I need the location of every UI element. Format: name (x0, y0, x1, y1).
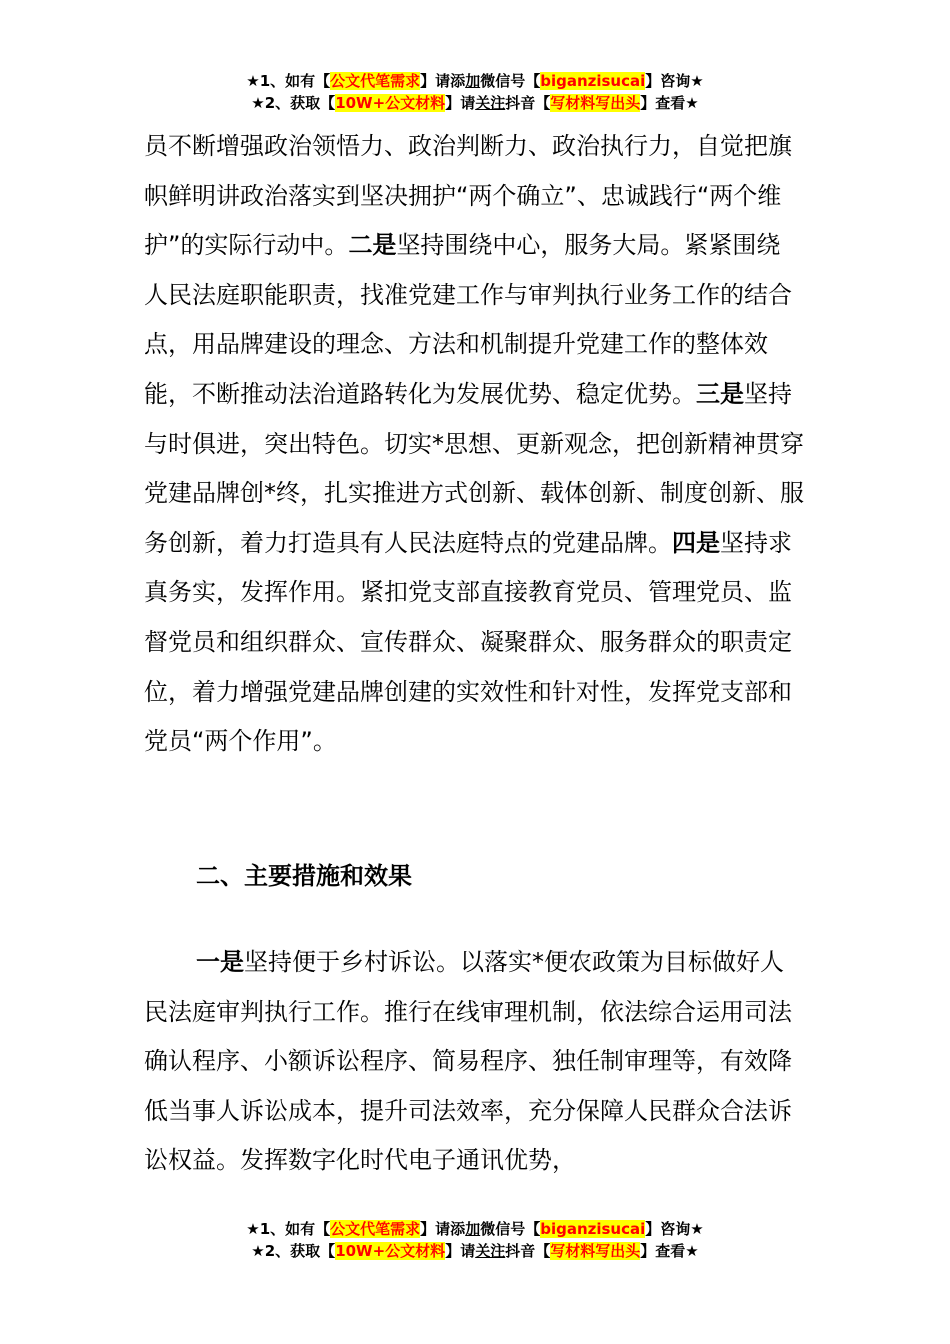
banner-text: ★1、如有【 (246, 1220, 331, 1238)
banner-text: 】请添 (420, 72, 466, 90)
paragraph-text: 员不断增强政治领悟力、政治判断力、政治执行力，自觉把旗帜鲜明讲政治落实到坚决拥护“两个确立”、忠诚践行“两个维护”的实际行动中。 (144, 132, 792, 260)
banner-line-1 (0, 70, 950, 92)
banner-text: 微信号【 (480, 72, 541, 90)
banner-highlight: 写材料写出头 (550, 94, 641, 112)
banner-highlight: biganzisucai (540, 1220, 646, 1238)
paragraph-text: 坚持与时俱进，突出特色。切实*思想、更新观念，把创新精神贯穿党建品牌创*终，扎实推进方式创新、载体创新、制度创新、服务创新，着力打造具有人民法庭特点的党建品牌。 (144, 379, 804, 557)
banner-highlight: biganzisucai (540, 72, 646, 90)
banner-text: 抖音【 (505, 1242, 551, 1260)
banner-text: 】请 (445, 1242, 476, 1260)
banner-text: 】咨询★ (645, 1220, 704, 1238)
paragraph-bold-lead: 二是 (348, 231, 397, 260)
paragraph (144, 938, 804, 1186)
paragraph (144, 122, 804, 767)
section-heading: 二、主要措施和效果 (196, 862, 412, 890)
paragraph-text: 坚持围绕中心，服务大局。紧紧围绕人民法庭职能职责，找准党建工作与审判执行业务工作的结合点，用品牌建设的理念、方法和机制提升党建工作的整体效能，不断推动法治道路转化为发展优势、稳定优势。 (144, 231, 792, 408)
paragraph-bold-lead: 三是 (696, 379, 744, 408)
banner-text: 】咨询★ (645, 72, 704, 90)
banner-text: 】请 (445, 94, 476, 112)
banner-underlined-text: 关注 (475, 1242, 506, 1260)
banner-highlight: 公文代笔需求 (330, 1220, 421, 1238)
banner-text: ★1、如有【 (246, 72, 331, 90)
banner-highlight: 公文代笔需求 (330, 72, 421, 90)
footer-banner (0, 1218, 950, 1262)
banner-underlined-text: 加 (465, 72, 481, 90)
banner-line-2 (0, 92, 950, 114)
banner-text: ★2、获取【 (251, 1242, 336, 1260)
paragraph-bold-lead: 四是 (672, 528, 720, 557)
banner-text: 】查看★ (640, 94, 699, 112)
body-paragraph-1 (144, 122, 804, 767)
paragraph-text: 坚持求真务实，发挥作用。紧扣党支部直接教育党员、管理党员、监督党员和组织群众、宣传群众、凝聚群众、服务群众的职责定位，着力增强党建品牌创建的实效性和针对性，发挥党支部和党员“两个作用”。 (144, 528, 792, 756)
banner-text: 】请添 (420, 1220, 466, 1238)
banner-line-1 (0, 1218, 950, 1240)
header-banner (0, 70, 950, 114)
banner-highlight: 10W+公文材料 (335, 1242, 446, 1260)
banner-underlined-text: 加 (465, 1220, 481, 1238)
banner-text: 微信号【 (480, 1220, 541, 1238)
paragraph-text: 坚持便于乡村诉讼。以落实*便农政策为目标做好人民法庭审判执行工作。推行在线审理机制，依法综合运用司法确认程序、小额诉讼程序、简易程序、独任制审理等，有效降低当事人诉讼成本，提升司法效率，充分保障人民群众合法诉讼权益。发挥数字化时代电子通讯优势， (144, 948, 792, 1175)
banner-text: 】查看★ (640, 1242, 699, 1260)
banner-highlight: 写材料写出头 (550, 1242, 641, 1260)
banner-underlined-text: 关注 (475, 94, 506, 112)
paragraph-bold-lead: 一是 (196, 948, 244, 976)
banner-text: ★2、获取【 (251, 94, 336, 112)
banner-highlight: 10W+公文材料 (335, 94, 446, 112)
body-paragraph-2 (144, 938, 804, 1186)
banner-text: 抖音【 (505, 94, 551, 112)
banner-line-2 (0, 1240, 950, 1262)
